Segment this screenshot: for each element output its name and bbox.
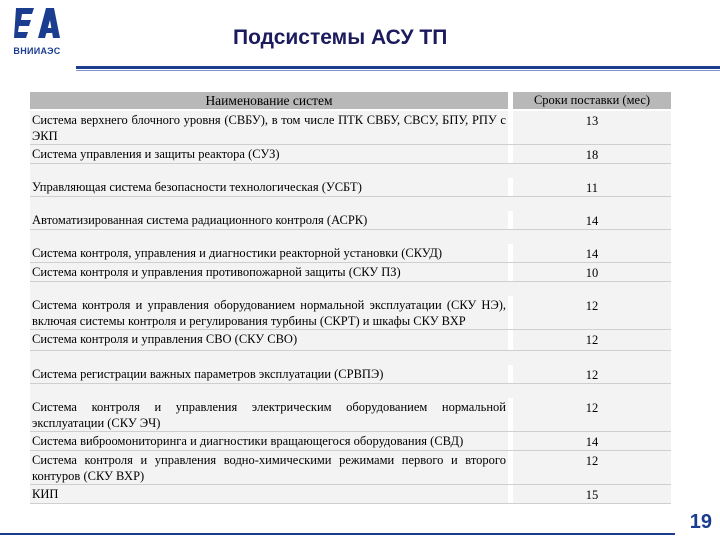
row-name: Система контроля, управления и диагностики реакторной установки (СКУД) — [30, 244, 508, 262]
row-term: 14 — [513, 244, 671, 262]
row-term: 13 — [513, 111, 671, 144]
group-spacer — [30, 164, 671, 178]
group-spacer — [30, 282, 671, 296]
row-name: Система контроля и управления СВО (СКУ СВО) — [30, 330, 508, 350]
row-name: Система верхнего блочного уровня (СВБУ), в том числе ПТК СВБУ, СВСУ, БПУ, РПУ с ЭКП — [32, 113, 506, 143]
table-row — [30, 145, 671, 164]
row-term: 11 — [513, 178, 671, 196]
row-term: 14 — [513, 432, 671, 450]
group-spacer — [30, 351, 671, 365]
row-name: Управляющая система безопасности технологическая (УСБТ) — [30, 178, 508, 196]
table-row — [30, 263, 671, 282]
row-name: Автоматизированная система радиационного контроля (АСРК) — [30, 211, 508, 229]
page-title: Подсистемы АСУ ТП — [233, 26, 448, 49]
table-row — [30, 451, 671, 485]
group-spacer — [30, 230, 671, 244]
row-name: КИП — [30, 485, 508, 503]
logo-emblem-icon — [14, 6, 60, 46]
title-divider — [76, 66, 720, 69]
row-term: 18 — [513, 145, 671, 163]
table-row — [30, 244, 671, 263]
row-name: Система контроля и управления противопожарной защиты (СКУ ПЗ) — [30, 263, 508, 281]
row-name: Система контроля и управления водно-химическими режимами первого и второго контуров (СКУ ВХР) — [32, 453, 506, 483]
table-row — [30, 296, 671, 330]
table-row — [30, 111, 671, 145]
table-row — [30, 178, 671, 197]
row-name: Система контроля и управления оборудованием нормальной эксплуатации (СКУ НЭ), включая системы контроля и регулирования турбины (СКРТ) и шкафы СКУ ВХР — [32, 298, 506, 328]
group-spacer — [30, 197, 671, 211]
table-row — [30, 330, 671, 351]
footer-divider — [0, 533, 675, 535]
table-body — [30, 111, 671, 504]
row-term: 12 — [513, 296, 671, 329]
row-term: 12 — [513, 451, 671, 484]
row-term: 15 — [513, 485, 671, 503]
table-header — [30, 92, 671, 109]
row-name: Система управления и защиты реактора (СУЗ) — [30, 145, 508, 163]
page-number: 19 — [689, 511, 712, 533]
header-term: Сроки поставки (мес) — [513, 92, 671, 109]
company-logo — [6, 6, 68, 58]
title-divider-thin — [76, 70, 720, 71]
table-row — [30, 365, 671, 384]
row-name: Система контроля и управления электрическим оборудованием нормальной эксплуатации (СКУ ЭЧ) — [32, 400, 506, 430]
table-row — [30, 432, 671, 451]
row-name: Система регистрации важных параметров эксплуатации (СРВПЭ) — [30, 365, 508, 383]
table-row — [30, 211, 671, 230]
header-name: Наименование систем — [30, 92, 508, 109]
group-spacer — [30, 384, 671, 398]
subsystems-table — [30, 92, 671, 504]
row-term: 14 — [513, 211, 671, 229]
table-row — [30, 485, 671, 504]
row-name: Система виброомониторинга и диагностики вращающегося оборудования (СВД) — [30, 432, 508, 450]
row-term: 12 — [513, 365, 671, 383]
table-row — [30, 398, 671, 432]
logo-text: ВНИИАЭС — [13, 46, 61, 56]
row-term: 12 — [513, 398, 671, 431]
row-term: 10 — [513, 263, 671, 281]
row-term: 12 — [513, 330, 671, 350]
